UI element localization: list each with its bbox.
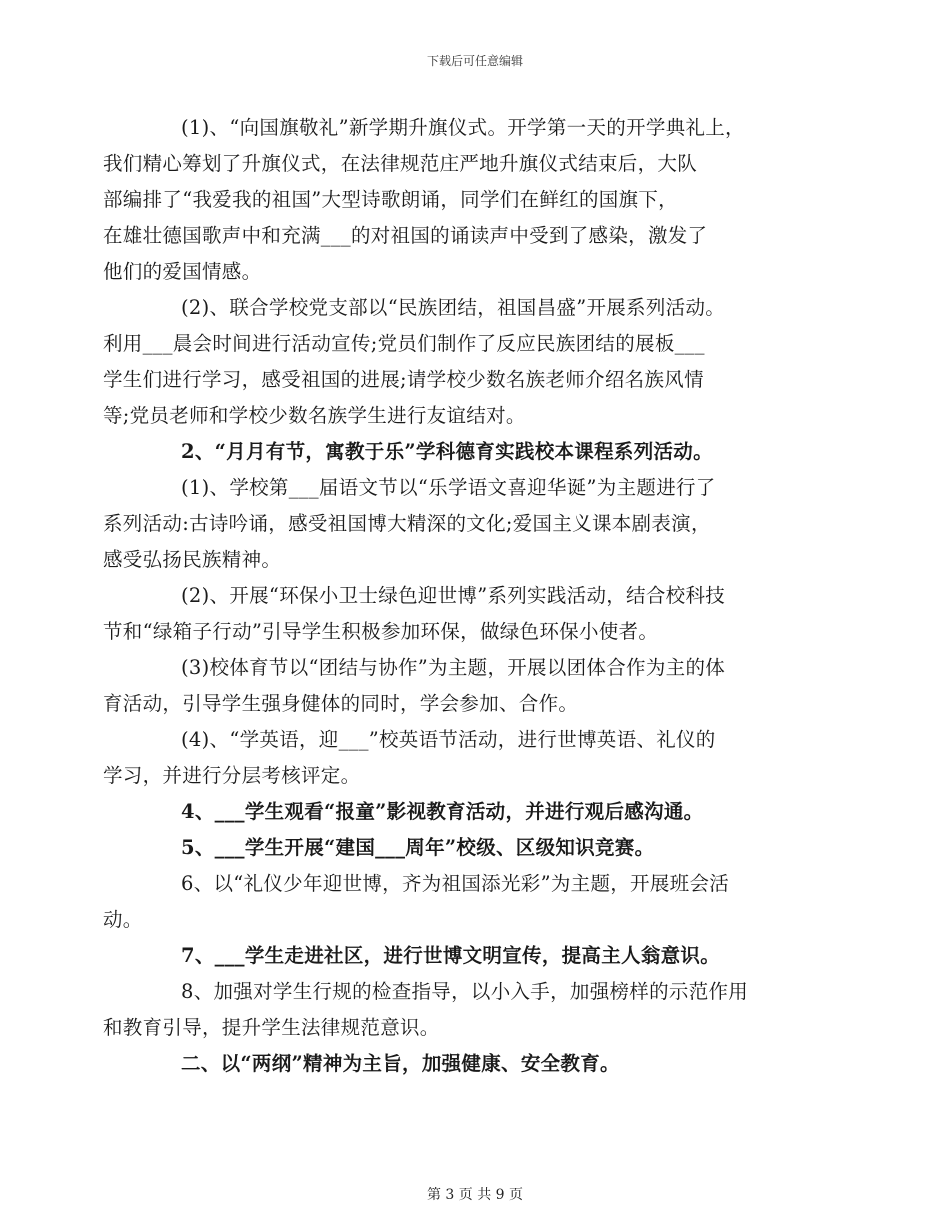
text-line: 他们的爱国情感。	[103, 260, 262, 283]
text-line: 学生们进行学习，感受祖国的进展;请学校少数名族老师介绍名族风情	[103, 368, 704, 391]
paragraph	[103, 470, 812, 578]
paragraph	[103, 974, 812, 1046]
text-line: 育活动，引导学生强身健体的同时，学会参加、合作。	[103, 692, 579, 715]
page-header: 下载后可任意编辑	[426, 54, 523, 68]
text-line: 6、以“礼仪少年迎世博，齐为祖国添光彩”为主题，开展班会活	[181, 872, 730, 895]
text-line: 4、___学生观看“报童”影视教育活动，并进行观后感沟通。	[181, 800, 704, 823]
text-line: 我们精心筹划了升旗仪式，在法律规范庄严地升旗仪式结束后，大队	[103, 152, 698, 175]
text-line: 部编排了“我爱我的祖国”大型诗歌朗诵，同学们在鲜红的国旗下，	[103, 188, 678, 211]
section-heading	[142, 1046, 812, 1082]
text-line: (1)、学校第___届语文节以“乐学语文喜迎华诞”为主题进行了	[181, 476, 716, 499]
text-line: 等;党员老师和学校少数名族学生进行友谊结对。	[103, 404, 526, 427]
text-line: 在雄壮德国歌声中和充满___的对祖国的诵读声中受到了感染，激发了	[103, 224, 708, 247]
paragraph	[103, 578, 812, 650]
text-line: 7、___学生走进社区，进行世博文明宣传，提高主人翁意识。	[181, 944, 721, 967]
text-line: (2)、开展“环保小卫士绿色迎世博”系列实践活动，结合校科技	[181, 584, 726, 607]
text-line: 感受弘扬民族精神。	[103, 548, 282, 571]
paragraph	[103, 650, 812, 722]
text-line: (2)、联合学校党支部以“民族团结，祖国昌盛”开展系列活动。	[181, 296, 726, 319]
text-line: (1)、“向国旗敬礼”新学期升旗仪式。开学第一天的开学典礼上，	[181, 116, 745, 139]
section-heading	[142, 830, 812, 866]
section-heading	[142, 434, 812, 470]
page-footer: 第 3 页 共 9 页	[426, 1187, 524, 1203]
text-line: 和教育引导，提升学生法律规范意识。	[103, 1016, 440, 1039]
paragraph	[103, 722, 812, 794]
paragraph	[103, 866, 812, 938]
text-line: 8、加强对学生行规的检查指导，以小入手，加强榜样的示范作用	[181, 980, 749, 1003]
text-line: 5、___学生开展“建国___周年”校级、区级知识竞赛。	[181, 836, 655, 859]
paragraph	[103, 290, 812, 434]
section-heading	[142, 938, 812, 974]
text-line: 利用___晨会时间进行活动宣传;党员们制作了反应民族团结的展板___	[103, 332, 705, 355]
text-line: (3)校体育节以“团结与协作”为主题，开展以团体合作为主的体	[181, 656, 726, 679]
text-line: 系列活动:古诗吟诵，感受祖国博大精深的文化;爱国主义课本剧表演，	[103, 512, 711, 535]
text-line: 动。	[103, 908, 143, 931]
text-line: 学习，并进行分层考核评定。	[103, 764, 361, 787]
text-line: 节和“绿箱子行动”引导学生积极参加环保，做绿色环保小使者。	[103, 620, 659, 643]
section-heading	[142, 794, 812, 830]
text-line: 2、“月月有节，寓教于乐”学科德育实践校本课程系列活动。	[181, 440, 713, 463]
text-line: (4)、“学英语，迎___”校英语节活动，进行世博英语、礼仪的	[181, 728, 716, 751]
document-body	[103, 110, 812, 1082]
paragraph	[103, 110, 812, 290]
text-line: 二、以“两纲”精神为主旨，加强健康、安全教育。	[181, 1052, 620, 1075]
